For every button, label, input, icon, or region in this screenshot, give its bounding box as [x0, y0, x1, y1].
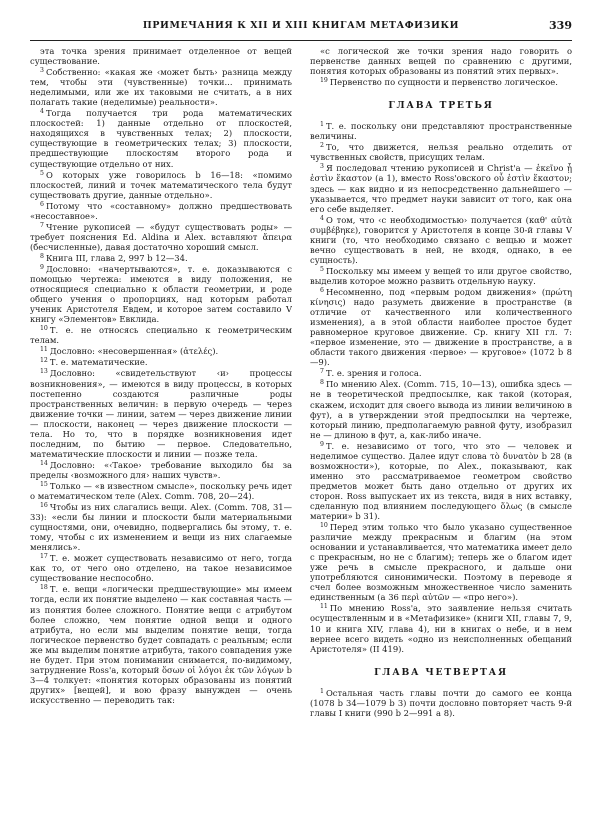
note-text: Я последовал чтению рукописей и Christ'а — ἐκεῖνο ᾗ ἐστὶν ἕκαστον (a 1), вместо Ross'овского οὗ ἐστὶν ἕκαστον; здесь — как видно и из непосредственно дальнейшего — указывается, что предмет науки зависит от того, как она его себе выделяет. — [310, 163, 572, 214]
right-column — [310, 46, 572, 814]
note-number: 5 — [40, 169, 44, 177]
left-column-note — [30, 501, 292, 552]
note-number: 2 — [320, 142, 324, 150]
note-number: 8 — [40, 252, 44, 260]
left-column-note — [30, 324, 292, 345]
left-column-note — [30, 583, 292, 705]
chapter-four-note — [310, 687, 572, 718]
note-text: Собственно: «какая же ‹может быть› разница между тем, чтобы эти (чувственные) точки... принимать неделимыми, или же их таковыми не считать, а в них полагать такие (неделимые) реальности». — [30, 67, 292, 108]
note-text: Дословно: «начертываются», т. е. доказываются с помощью чертежа: имеются в виду положения, не относящиеся специально к области геометрии, и роде общего учения о пропорциях, над которым работал ученик Аристотеля Евдем, и которое затем составило V книгу «Элементов» Евклида. — [30, 263, 292, 325]
chapter-three-note — [310, 367, 572, 378]
note-text: Т. е. не относясь специально к геометрическим телам. — [30, 325, 292, 346]
note-text: По мнению Alex. (Comm. 715, 10—13), ошибка здесь — не в теоретической предпосылке, как такой (которая, скажем, исходит для своего вывода из линии величиною в фут), а в утверждении этой предпосылки на чертеже, который линию, предполагаемую равной футу, изобразил не — длиною в фут, а, как-либо иначе. — [310, 379, 572, 440]
chapter-three-note — [310, 440, 572, 521]
note-number: 8 — [320, 379, 324, 387]
left-column-note — [30, 200, 292, 221]
note-text: О том, что ‹с необходимостью› получается (καθ' αὑτὰ συμβέβηκε), говорится у Аристотеля в конце 30-й главы V книги (то, что необходимо связано с вещью и может вечно существовать в ней, не входя, однако, в ее сущность). — [310, 214, 572, 265]
left-column-note — [30, 221, 292, 252]
note-number: 10 — [320, 522, 328, 530]
note-text: По мнению Ross'а, это заявление нельзя считать осуществленным и в «Метафизике» (книги XII, главы 7, 9, 10 и книга XIV, глава 4), ни в книгах о небе, и в нем вернее всего видеть «одно из неисполненных обещаний Аристотеля» (II 419). — [310, 603, 572, 654]
page-header — [30, 14, 572, 41]
note-text: Т. е. вещи «логически предшествующие» мы имеем тогда, если их понятие выделено — как составная часть — из понятия более сложного. Понятие вещи с атрибутом более сложно, чем понятие одной вещи и одного атрибута, но если мы выделим понятие вещи, тогда логическое первенство будет совпадать с реальным; если же мы выделим понятие атрибута, такого совпадения уже не будет. При этом понимании снимается, по-видимому, затруднение Ross'а, который ὅσων οἱ λόγοι ἐκ τῶν λόγων b 3—4 толкует: «понятия которых образованы из понятий других» [вещей], и вою фразу вынужден — очень искусственно — переводить так: — [30, 584, 292, 705]
left-column-note — [30, 252, 292, 263]
left-column-note — [30, 107, 292, 168]
running-title: ПРИМЕЧАНИЯ К XII И XIII КНИГАМ МЕТАФИЗИКИ — [142, 20, 460, 31]
note-number: 6 — [320, 286, 324, 294]
note-text: Дословно: «свидетельствуют ‹и› процессы возникновения», — имеются в виду процессы, в которых постепенно создаются различные роды пространственных величин: в первую очередь — через движение точки — линии, затем — через движение линии — плоскости, наконец — через движение плоскости — тела. Но то, что в порядке возникновения идет последним, по бытию — первое. Следовательно, математические плоскости и линии — позже тела. — [30, 368, 292, 459]
note-text: Т. е. зрения и голоса. — [325, 368, 422, 379]
left-column-note — [30, 552, 292, 583]
note-text: Книга III, глава 2, 997 b 12—34. — [45, 252, 188, 263]
note-text: Несомненно, под «первым родом движения» (πρώτη κίνησις) надо разуметь движение в пространстве (в отличие от качественного или количественного изменения), а в этой области наиболее простое будет равномерное круговое движение. Ср. книгу XII гл. 7: «первое изменение, это — движение в пространстве, а в области такого движения ‹первое› — круговое» (1072 b 8—9). — [310, 286, 572, 368]
note-text: Т. е. может существовать независимо от него, тогда как то, от чего оно отделено, на такое независимое существование неспособно. — [30, 553, 292, 584]
note-number: 19 — [320, 77, 328, 85]
note-text: Т. е. математические. — [49, 357, 148, 368]
note-number: 16 — [40, 502, 48, 510]
chapter-three-note — [310, 378, 572, 439]
note-number: 3 — [40, 67, 44, 75]
left-column-note — [30, 367, 292, 458]
note-number: 11 — [320, 603, 328, 611]
left-column-note — [30, 169, 292, 200]
left-column-note — [30, 345, 292, 356]
note-text: эта точка зрения принимает отделенное от вещей существование. — [30, 46, 292, 67]
note-number: 18 — [40, 584, 48, 592]
note-text: Тогда получается три рода математических плоскостей: 1) данные отдельно от плоскостей, находящихся в чувственных телах; 2) плоскости, существующие в геометрических телах; 3) плоскости, предшествующие плоскостям второго рода и существующие отдельно от них. — [30, 108, 292, 169]
note-number: 6 — [40, 200, 44, 208]
note-number: 9 — [320, 440, 324, 448]
left-column-note — [30, 356, 292, 367]
right-column-note — [310, 46, 572, 76]
chapter-three-note — [310, 214, 572, 265]
note-text: Остальная часть главы почти до самого ее конца (1078 b 34—1079 b 3) почти дословно повторяет часть 9-й главы I книги (990 b 2—991 a 8). — [310, 687, 572, 718]
chapter-three-note — [310, 265, 572, 286]
note-text: Только — «в известном смысле», поскольку речь идет о математическом теле (Alex. Comm. 708, 20—24). — [30, 480, 292, 502]
chapter-three-note — [310, 286, 572, 367]
note-number: 7 — [40, 221, 44, 229]
chapter-three-heading: ГЛАВА ТРЕТЬЯ — [388, 100, 494, 112]
note-number: 1 — [320, 121, 324, 129]
note-number: 1 — [320, 687, 324, 695]
chapter-three-note — [310, 521, 572, 602]
note-text: «с логической же точки зрения надо говорить о первенстве данных вещей по сравнению с другими, понятия которых образованы из понятий этих первых». — [310, 46, 572, 77]
note-number: 17 — [40, 553, 48, 561]
note-text: То, что движется, нельзя реально отделить от чувственных свойств, присущих телам. — [310, 142, 572, 163]
note-number: 14 — [40, 459, 48, 467]
left-column-note — [30, 46, 292, 66]
chapter-three-note — [310, 602, 572, 653]
note-number: 9 — [40, 263, 44, 271]
note-text: Чтение рукописей — «будут существовать роды» — требует пояснения Ed. Aldina и Alex. вставляют ἄπειρα (бесчисленные), давая достаточно хороший смысл. — [30, 221, 292, 252]
note-text: Т. е. независимо от того, что это — человек и неделимое существо. Далее идут слова τὸ δυνατὸν b 28 (в возможности»), которые, по Alex., показывают, как именно это рассматриваемое геометром свойство предметов может быть дано отдельно от других их сторон. Ross выпускает их из текста, видя в них вставку, сделанную под влиянием последующего ὅλως (в смысле материи» b 31). — [310, 440, 572, 522]
chapter-three-note — [310, 141, 572, 162]
chapter-four-heading: ГЛАВА ЧЕТВЕРТАЯ — [374, 666, 508, 678]
note-number: 15 — [40, 480, 48, 488]
left-column-note — [30, 459, 292, 480]
note-text: Чтобы из них слагались вещи. Alex. (Comm. 708, 31—33): «если бы линии и плоскости были материальными сущностями, они, очевидно, подвергались бы этому, т. е. тому, чтобы с их изменением и вещи из них слагаемые менялись». — [30, 502, 292, 553]
note-text: О которых уже говорилось b 16—18: «помимо плоскостей, линий и точек математического тела будут существовать другие, данные отдельно». — [30, 169, 292, 200]
note-number: 5 — [320, 265, 324, 273]
note-number: 7 — [320, 368, 324, 376]
note-number: 4 — [320, 214, 324, 222]
left-column-note — [30, 263, 292, 324]
note-number: 4 — [40, 108, 44, 116]
note-text: Перед этим только что было указано существенное различие между прекрасным и благим (на этом основании и устанавливается, что математика имеет дело с прекрасным, но не с благим); теперь же о благом идет уже речь в смысле прекрасного, и дальше они употребляются синонимически. Поэтому в переводе я счел более возможным множественное число заменить единственным (a 36 περὶ αὐτῶν — «про него»). — [310, 522, 572, 603]
note-number: 11 — [40, 346, 48, 354]
chapter-three-note — [310, 162, 572, 213]
note-text: Дословно: «несовершенная» (ἀτελές). — [49, 346, 219, 357]
note-text: Дословно: «‹Такое› требование выходило бы за пределы ‹возможного для› наших чувств». — [30, 459, 292, 480]
note-text: Т. е. поскольку они представляют пространственные величины. — [310, 121, 572, 142]
note-number: 13 — [40, 368, 48, 376]
chapter-three-note — [310, 120, 572, 141]
note-text: Поскольку мы имеем у вещей то или другое свойство, выделив которое можно развить отдельную науку. — [310, 265, 572, 286]
left-column — [30, 46, 292, 814]
note-number: 12 — [40, 357, 48, 365]
left-column-note — [30, 66, 292, 107]
note-number: 3 — [320, 163, 324, 171]
note-text: Первенство по сущности и первенство логическое. — [329, 77, 558, 88]
right-column-note — [310, 76, 572, 87]
note-number: 10 — [40, 325, 48, 333]
note-text: Потому что «составному» должно предшествовать «несоставное». — [30, 200, 292, 221]
left-column-note — [30, 480, 292, 501]
page-number: 339 — [549, 19, 572, 32]
